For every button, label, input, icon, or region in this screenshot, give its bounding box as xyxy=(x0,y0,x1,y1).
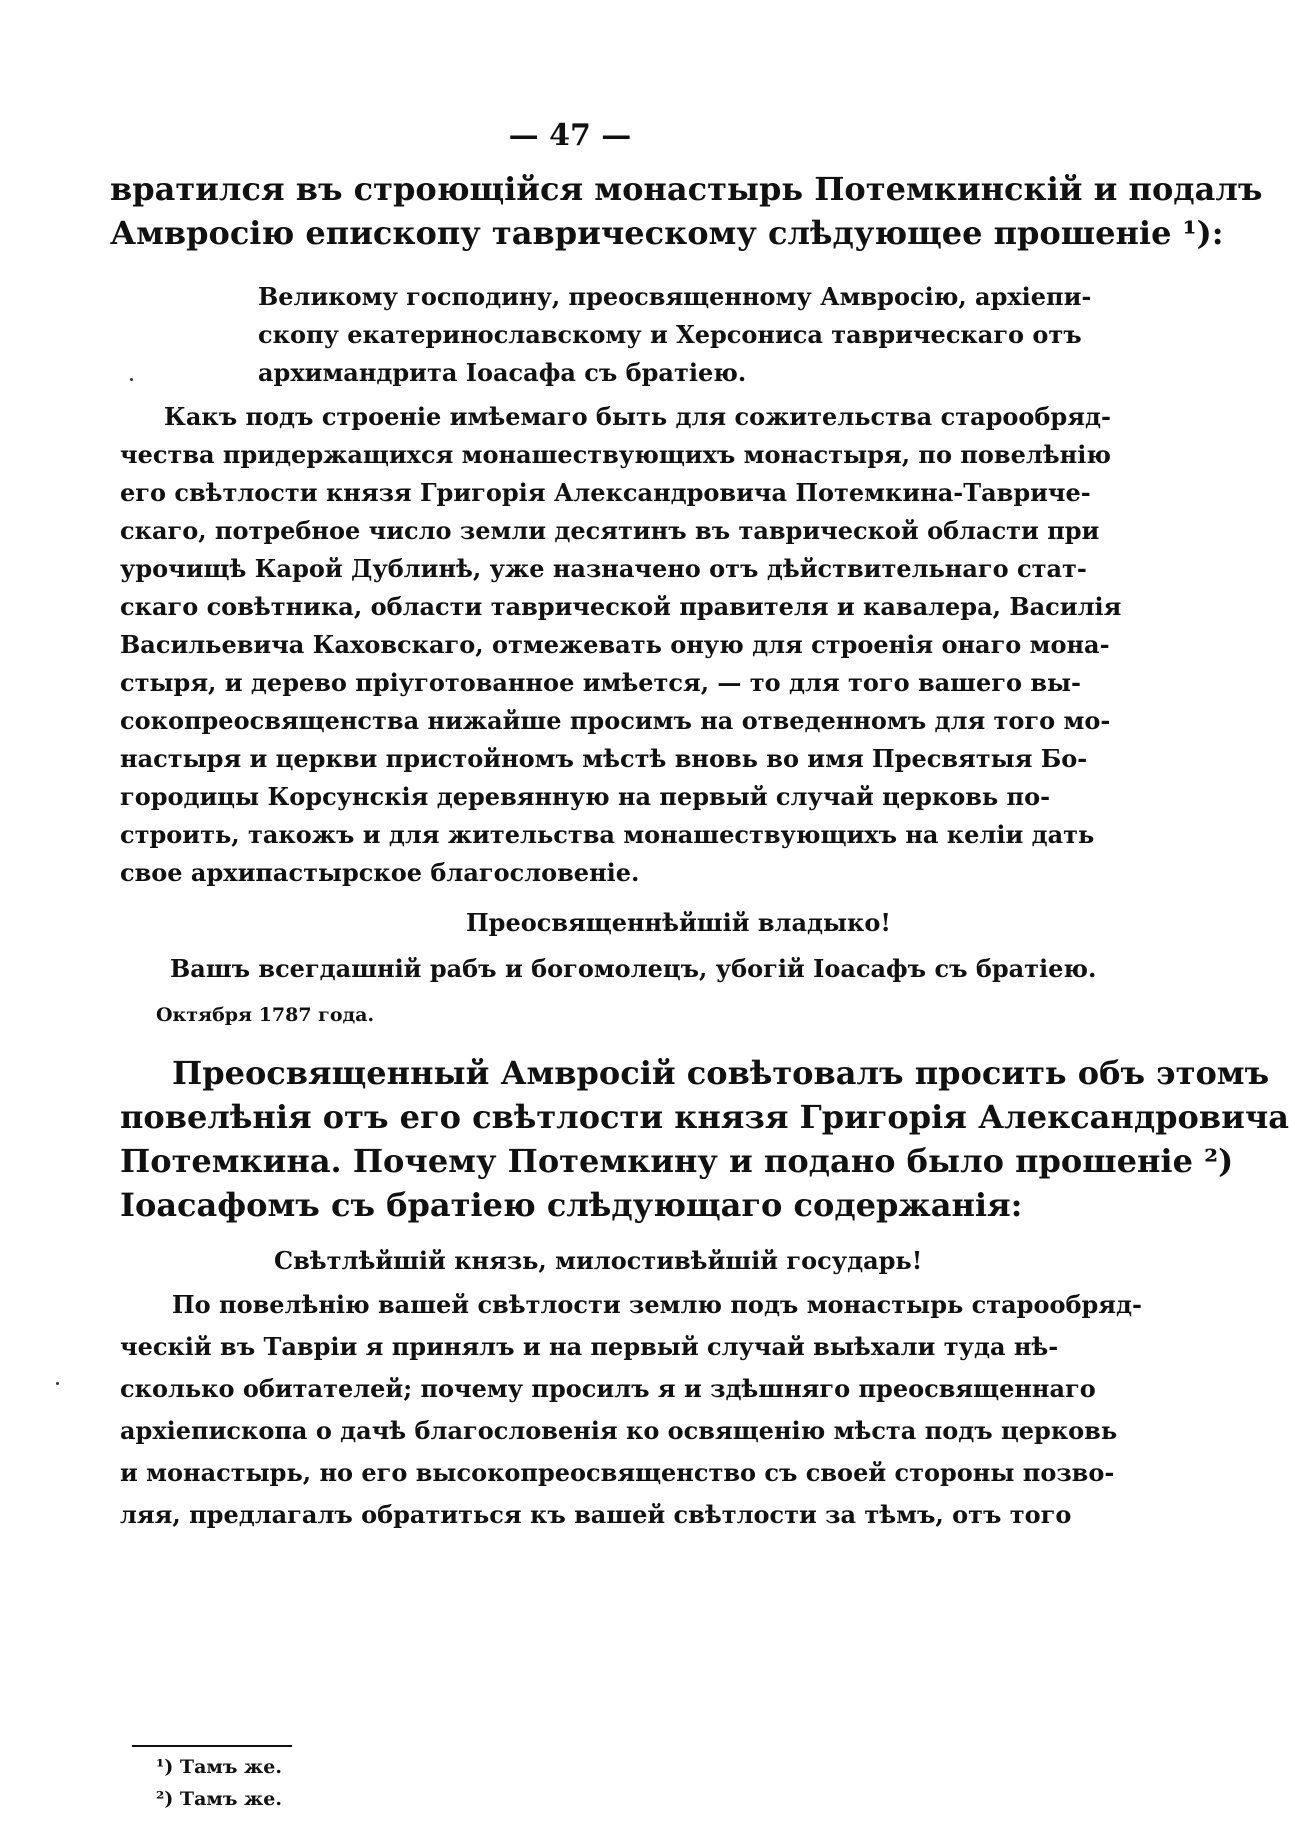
letter-2-line-2: ческій въ Тавріи я принялъ и на первый случай выѣхали туда нѣ- xyxy=(120,1332,1059,1361)
address-line-1: Великому господину, преосвященному Амвросію, архіепи- xyxy=(258,282,1092,311)
letter-2-line-5: и монастырь, но его высокопреосвященство съ своей стороны позво- xyxy=(120,1458,1115,1487)
letter-2-line-6: ляя, предлагалъ обратиться къ вашей свѣтлости за тѣмъ, отъ того xyxy=(120,1500,1072,1529)
letter-2-line-4: архіепископа о дачѣ благословенія ко освященію мѣста подъ церковь xyxy=(120,1416,1118,1445)
petition-line-10: настыря и церкви пристойномъ мѣстѣ вновь во имя Пресвятыя Бо- xyxy=(120,744,1088,773)
petition-line-13: свое архипастырское благословеніе. xyxy=(120,858,640,887)
petition-line-2: чества придержащихся монашествующихъ монастыря, по повелѣнію xyxy=(120,440,1111,469)
paragraph-2-line-1: Преосвященный Амвросій совѣтовалъ просить объ этомъ xyxy=(172,1054,1270,1092)
address-line-2: скопу екатеринославскому и Херсониса таврическаго отъ xyxy=(258,320,1082,349)
petition-line-3: его свѣтлости князя Григорія Александровича Потемкина-Тавриче- xyxy=(120,478,1091,507)
page-number: — 47 — xyxy=(508,118,632,153)
paragraph-1-line-1: вратился въ строющійся монастырь Потемкинскій и подалъ xyxy=(110,170,1263,208)
salutation-1: Преосвященнѣйшій владыко! xyxy=(466,908,891,937)
paragraph-2-line-3: Потемкина. Почему Потемкину и подано было прошеніе ²) xyxy=(120,1142,1234,1180)
letter-2-line-1: По повелѣнію вашей свѣтлости землю подъ монастырь старообряд- xyxy=(172,1290,1142,1319)
petition-line-6: скаго совѣтника, области таврической правителя и кавалера, Василія xyxy=(120,592,1122,621)
print-speck xyxy=(56,1382,59,1385)
letter-2-line-3: сколько обитателей; почему просилъ я и здѣшняго преосвященнаго xyxy=(120,1374,1096,1403)
petition-line-5: урочищѣ Карой Дублинѣ, уже назначено отъ дѣйствительнаго стат- xyxy=(120,554,1087,583)
paragraph-1-line-2: Амвросію епископу таврическому слѣдующее прошеніе ¹): xyxy=(110,214,1224,252)
petition-line-4: скаго, потребное число земли десятинъ въ таврической области при xyxy=(120,516,1100,545)
petition-line-1: Какъ подъ строеніе имѣемаго быть для сожительства старообряд- xyxy=(164,402,1111,431)
footnote-2: ²) Тамъ же. xyxy=(156,1788,282,1810)
petition-line-9: сокопреосвященства нижайше просимъ на отведенномъ для того мо- xyxy=(120,706,1111,735)
print-speck xyxy=(130,378,133,381)
paragraph-2-line-4: Іоасафомъ съ братіею слѣдующаго содержанія: xyxy=(120,1186,1023,1224)
address-line-3: архимандрита Іоасафа съ братіею. xyxy=(258,358,747,387)
salutation-2: Свѣтлѣйшій князь, милостивѣйшій государь! xyxy=(274,1246,923,1275)
petition-line-7: Васильевича Каховскаго, отмежевать оную для строенія онаго мона- xyxy=(120,630,1110,659)
footnote-1: ¹) Тамъ же. xyxy=(156,1756,282,1778)
petition-line-12: строить, такожъ и для жительства монашествующихъ на келіи дать xyxy=(120,820,1095,849)
petition-line-11: городицы Корсунскія деревянную на первый случай церковь по- xyxy=(120,782,1051,811)
signature-1: Вашъ всегдашній рабъ и богомолецъ, убогій Іоасафъ съ братіею. xyxy=(170,954,1097,983)
petition-line-8: стыря, и дерево пріуготованное имѣется, — то для того вашего вы- xyxy=(120,668,1082,697)
paragraph-2-line-2: повелѣнія отъ его свѣтлости князя Григорія Александровича xyxy=(120,1098,1289,1136)
footnote-rule xyxy=(132,1745,292,1747)
date-1: Октября 1787 года. xyxy=(156,1004,375,1026)
